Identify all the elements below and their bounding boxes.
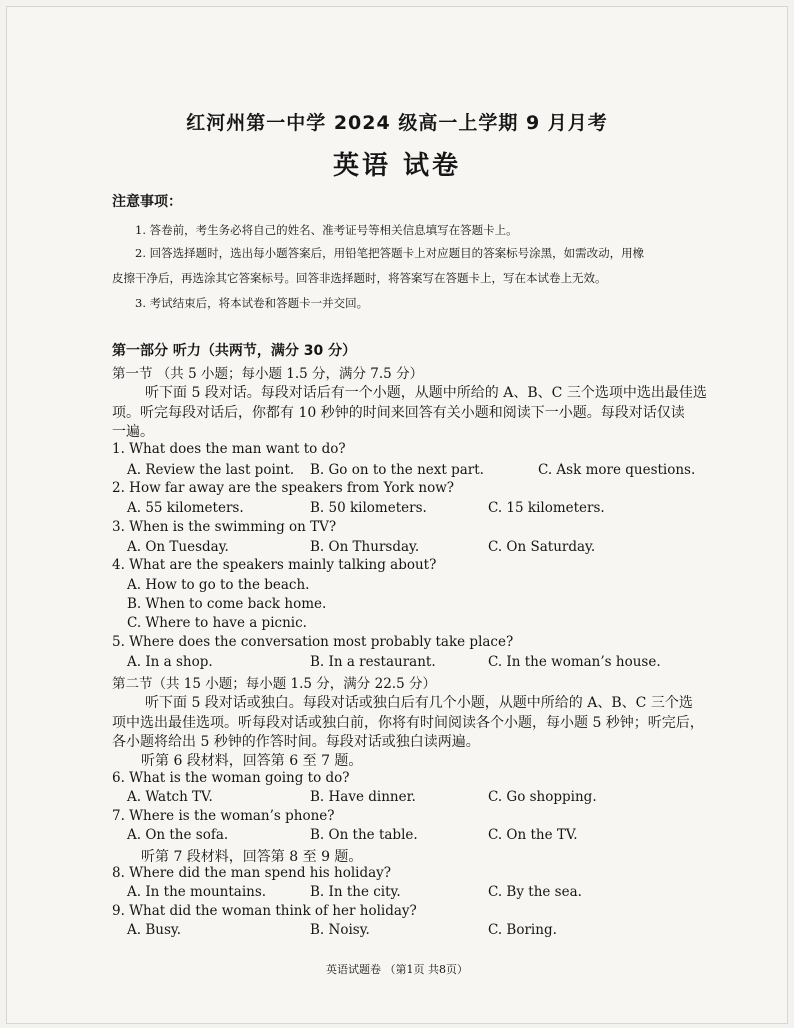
option-c: C. By the sea. bbox=[488, 884, 582, 900]
option-b: B. 50 kilometers. bbox=[310, 500, 427, 516]
question-stem: 9. What did the woman think of her holiday? bbox=[112, 903, 417, 919]
option-a: A. Review the last point. bbox=[127, 462, 295, 478]
question-stem: 2. How far away are the speakers from York now? bbox=[112, 480, 454, 496]
section1-heading: 第一节 （共 5 小题；每小题 1.5 分，满分 7.5 分） bbox=[112, 366, 424, 382]
option-c: C. Ask more questions. bbox=[538, 462, 696, 478]
notice-item-2a: 2. 回答选择题时，选出每小题答案后，用铅笔把答题卡上对应题目的答案标号涂黑，如需改动，用橡 bbox=[135, 246, 645, 260]
material-6-instruction: 听第 6 段材料，回答第 6 至 7 题。 bbox=[141, 753, 363, 769]
part1-heading: 第一部分 听力（共两节，满分 30 分） bbox=[112, 343, 357, 359]
option-c: C. Where to have a picnic. bbox=[127, 615, 307, 631]
section2-instruction-3: 各小题将给出 5 秒钟的作答时间。每段对话或独白读两遍。 bbox=[112, 734, 480, 750]
section1-instruction-1: 听下面 5 段对话。每段对话后有一个小题，从题中所给的 A、B、C 三个选项中选出最佳选 bbox=[145, 385, 707, 401]
exam-page bbox=[6, 6, 788, 1024]
option-b: B. On the table. bbox=[310, 827, 418, 843]
notice-item-3: 3. 考试结束后，将本试卷和答题卡一并交回。 bbox=[135, 296, 369, 310]
option-b: B. In the city. bbox=[310, 884, 401, 900]
notice-item-1: 1. 答卷前，考生务必将自己的姓名、准考证号等相关信息填写在答题卡上。 bbox=[135, 223, 518, 237]
option-b: B. In a restaurant. bbox=[310, 654, 436, 670]
option-a: A. Watch TV. bbox=[127, 789, 213, 805]
option-b: B. Noisy. bbox=[310, 922, 370, 938]
option-a: A. In the mountains. bbox=[127, 884, 267, 900]
option-b: B. Go on to the next part. bbox=[310, 462, 484, 478]
section2-instruction-1: 听下面 5 段对话或独白。每段对话或独白后有几个小题，从题中所给的 A、B、C 三个选 bbox=[145, 695, 693, 711]
page-footer: 英语试题卷 （第1页 共8页） bbox=[326, 963, 468, 976]
option-a: A. On the sofa. bbox=[127, 827, 229, 843]
option-b: B. On Thursday. bbox=[310, 539, 420, 555]
question-stem: 3. When is the swimming on TV? bbox=[112, 519, 337, 535]
question-stem: 5. Where does the conversation most probably take place? bbox=[112, 634, 514, 650]
section2-heading: 第二节（共 15 小题；每小题 1.5 分，满分 22.5 分） bbox=[112, 676, 436, 692]
question-stem: 1. What does the man want to do? bbox=[112, 441, 346, 457]
question-stem: 8. Where did the man spend his holiday? bbox=[112, 865, 392, 881]
option-c: C. On the TV. bbox=[488, 827, 578, 843]
notice-heading: 注意事项： bbox=[112, 194, 182, 210]
material-7-instruction: 听第 7 段材料，回答第 8 至 9 题。 bbox=[141, 849, 363, 865]
option-b: B. When to come back home. bbox=[127, 596, 327, 612]
question-stem: 4. What are the speakers mainly talking about? bbox=[112, 557, 437, 573]
section2-instruction-2: 项中选出最佳选项。听每段对话或独白前，你将有时间阅读各个小题，每小题 5 秒钟；听完后， bbox=[112, 715, 704, 731]
exam-title: 红河州第一中学 2024 级高一上学期 9 月月考 bbox=[186, 112, 608, 134]
section1-instruction-2: 项。听完每段对话后，你都有 10 秒钟的时间来回答有关小题和阅读下一小题。每段对话仅读 bbox=[112, 405, 685, 421]
option-a: A. 55 kilometers. bbox=[127, 500, 244, 516]
option-c: C. 15 kilometers. bbox=[488, 500, 605, 516]
exam-subtitle: 英语 试卷 bbox=[332, 151, 462, 181]
option-a: A. On Tuesday. bbox=[127, 539, 229, 555]
option-a: A. Busy. bbox=[127, 922, 181, 938]
option-c: C. On Saturday. bbox=[488, 539, 596, 555]
option-c: C. Go shopping. bbox=[488, 789, 597, 805]
option-c: C. Boring. bbox=[488, 922, 557, 938]
question-stem: 6. What is the woman going to do? bbox=[112, 770, 350, 786]
section1-instruction-3: 一遍。 bbox=[112, 424, 154, 440]
option-c: C. In the woman’s house. bbox=[488, 654, 661, 670]
option-b: B. Have dinner. bbox=[310, 789, 416, 805]
option-a: A. How to go to the beach. bbox=[127, 577, 310, 593]
question-stem: 7. Where is the woman’s phone? bbox=[112, 808, 335, 824]
option-a: A. In a shop. bbox=[127, 654, 213, 670]
notice-item-2b: 皮擦干净后，再选涂其它答案标号。回答非选择题时，将答案写在答题卡上，写在本试卷上无效。 bbox=[112, 271, 607, 285]
